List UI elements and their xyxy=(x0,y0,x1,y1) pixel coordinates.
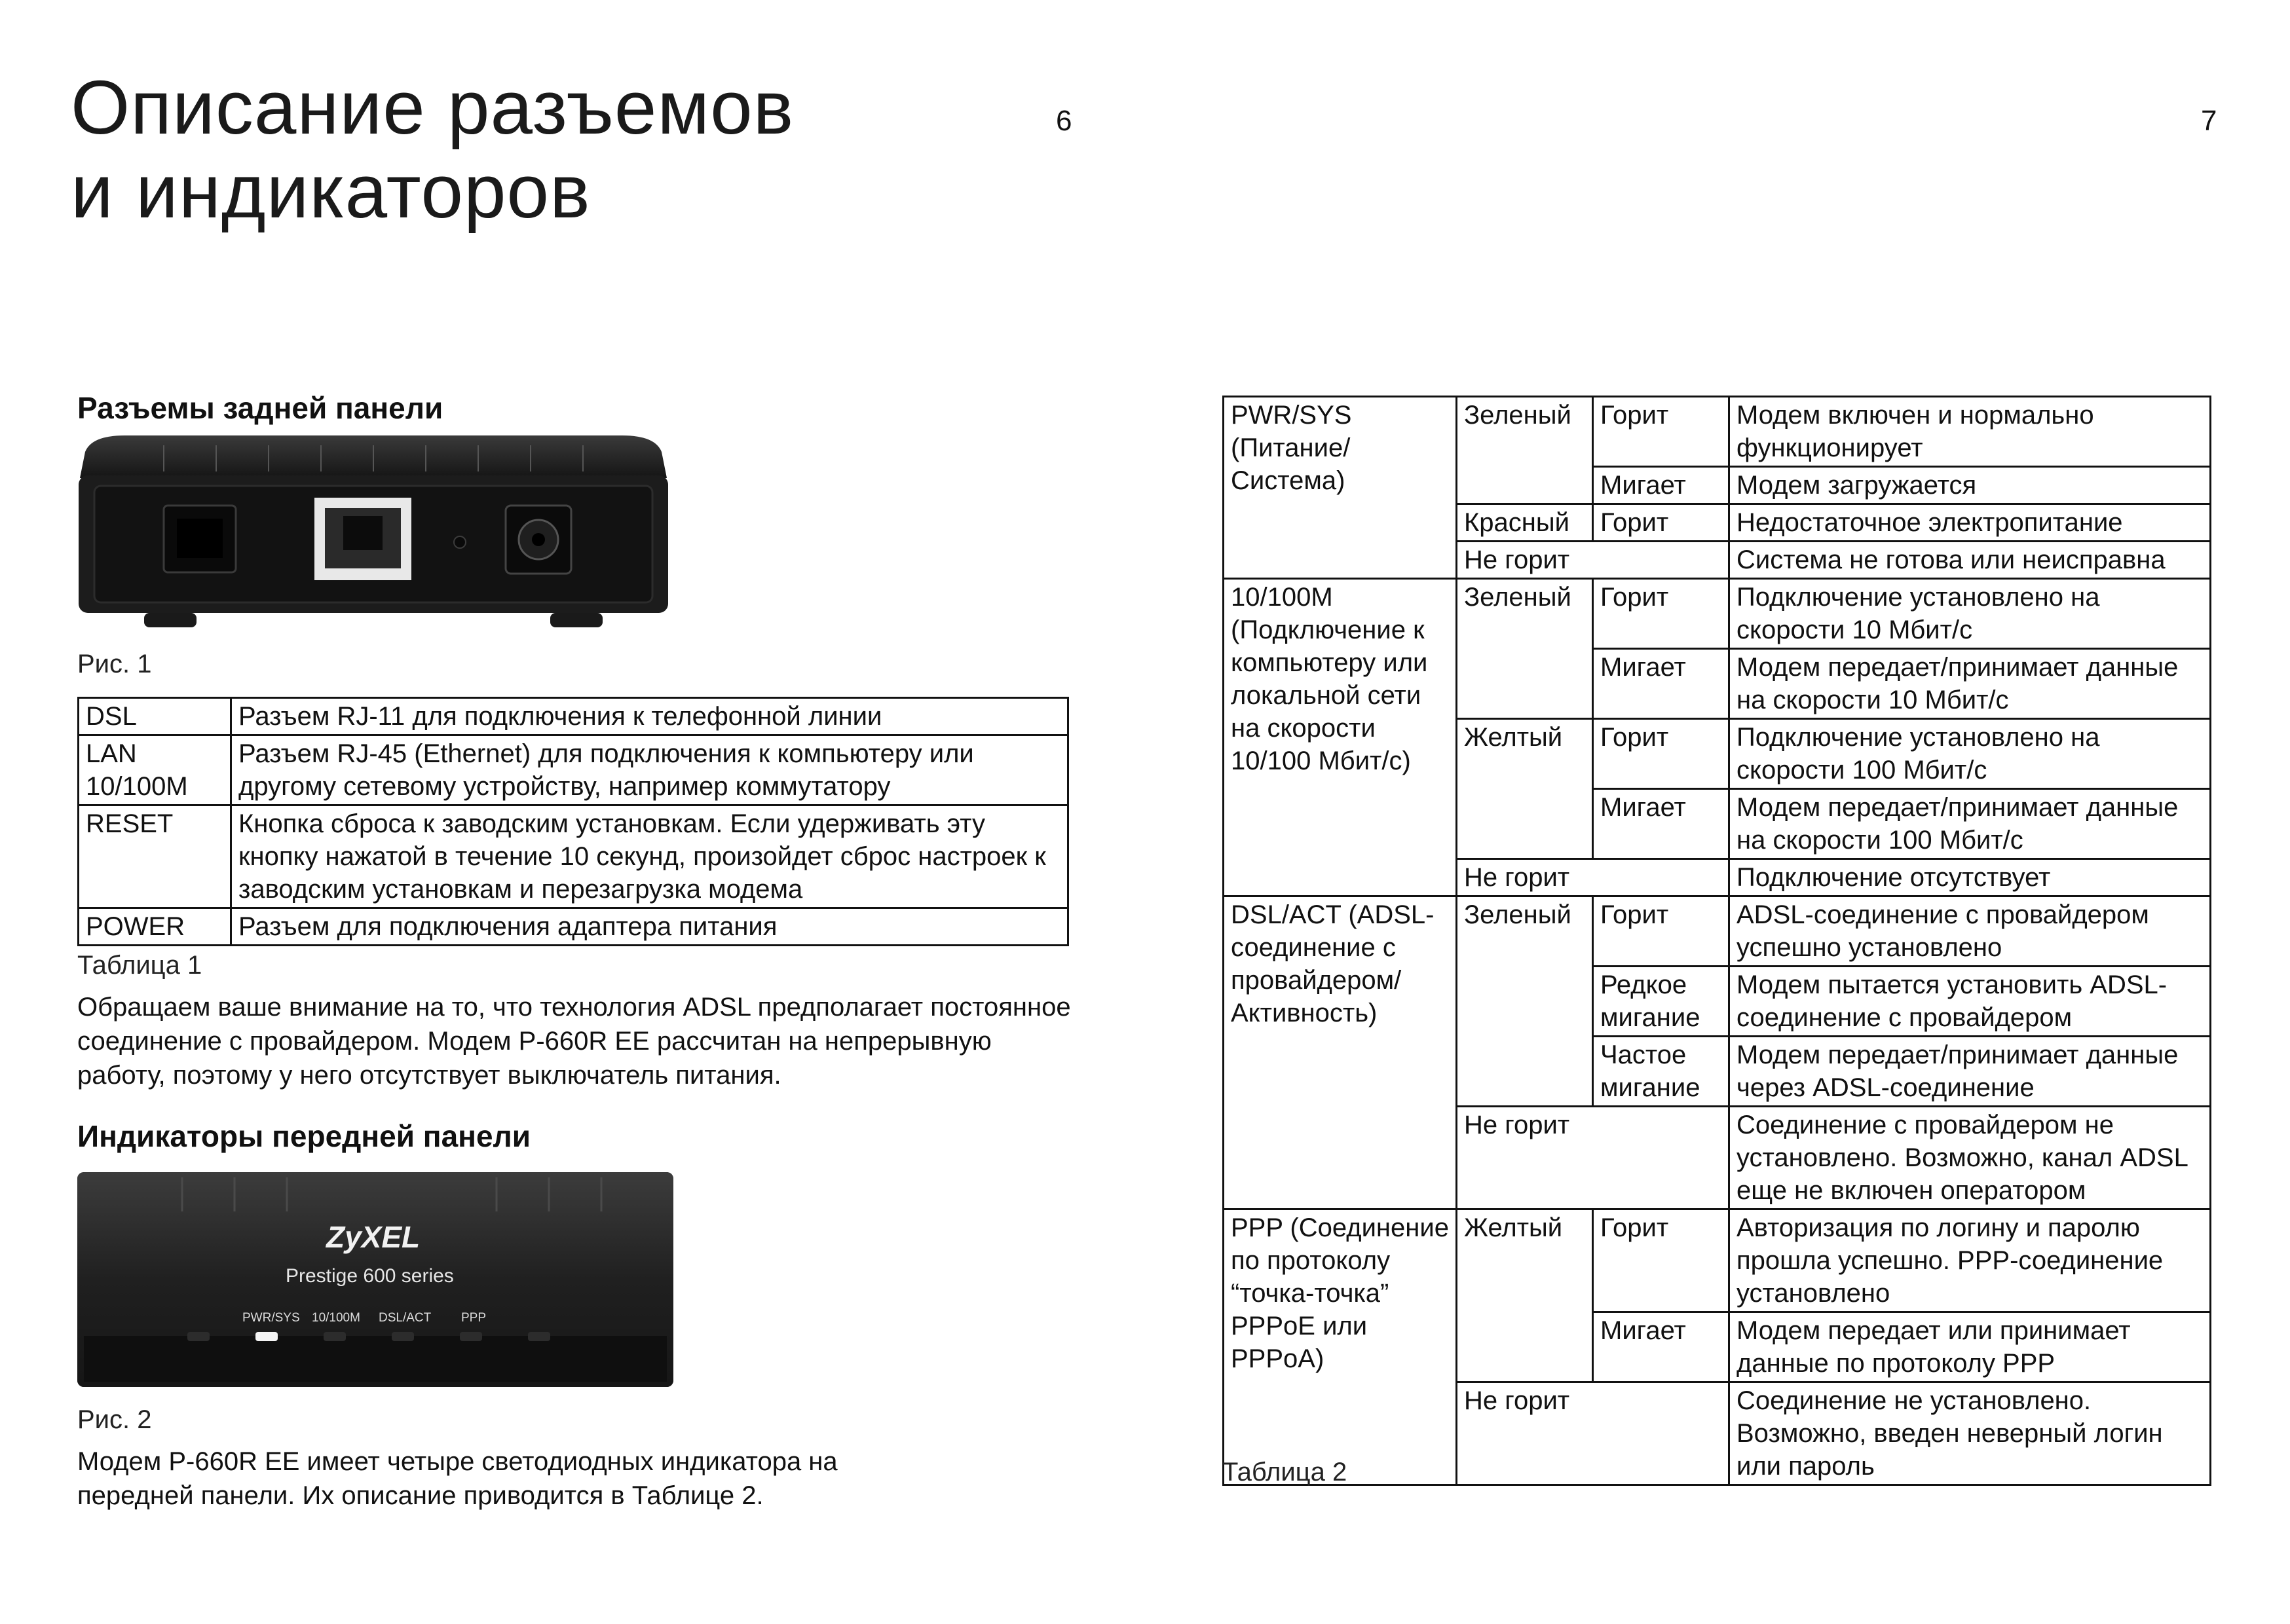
connector-desc: Разъем RJ-45 (Ethernet) для подключения к компьютеру или другому сетевому устройству, например коммутатору xyxy=(231,735,1068,805)
table1-caption: Таблица 1 xyxy=(77,951,202,980)
led-color: Желтый xyxy=(1457,1209,1593,1382)
led-meaning: ADSL-соединение с провайдером успешно установлено xyxy=(1729,896,2211,967)
indicator-table xyxy=(1222,396,2211,1486)
table-row xyxy=(1224,397,2211,467)
led-state: Мигает xyxy=(1593,789,1729,859)
rear-panel-heading: Разъемы задней панели xyxy=(77,391,443,425)
brand-logo: ZyXEL xyxy=(326,1220,421,1254)
indicator-name: PWR/SYS (Питание/ Система) xyxy=(1224,397,1457,579)
connector-name: POWER xyxy=(79,908,231,946)
rear-connectors-table xyxy=(77,697,1069,946)
led-color: Не горит xyxy=(1457,859,1729,896)
connector-desc: Разъем для подключения адаптера питания xyxy=(231,908,1068,946)
table-row xyxy=(1224,1209,2211,1312)
led-meaning: Модем передает/принимает данные через ADSL-соединение xyxy=(1729,1037,2211,1107)
table-row xyxy=(79,698,1068,735)
title-line-1: Описание разъемов xyxy=(71,65,795,150)
front-panel-photo xyxy=(77,1172,673,1387)
led-state: Горит xyxy=(1593,1209,1729,1312)
fig1-caption: Рис. 1 xyxy=(77,650,152,678)
indicator-name: DSL/ACT (ADSL-соединение с провайдером/ Активность) xyxy=(1224,896,1457,1209)
led-state: Мигает xyxy=(1593,1312,1729,1382)
led-state: Редкое мигание xyxy=(1593,967,1729,1037)
led-meaning: Недостаточное электропитание xyxy=(1729,504,2211,542)
connector-name: DSL xyxy=(79,698,231,735)
indicator-name: 10/100M (Подключение к компьютеру или локальной сети на скорости 10/100 Мбит/с) xyxy=(1224,579,1457,896)
led-label-ppp: PPP xyxy=(461,1311,487,1325)
led-meaning: Модем включен и нормально функционирует xyxy=(1729,397,2211,467)
connector-name: RESET xyxy=(79,805,231,908)
led-state: Горит xyxy=(1593,504,1729,542)
rear-panel-photo xyxy=(66,432,681,642)
led-state: Горит xyxy=(1593,397,1729,467)
led-state: Частое мигание xyxy=(1593,1037,1729,1107)
led-color: Не горит xyxy=(1457,542,1729,579)
title-line-2: и индикаторов xyxy=(71,149,591,234)
table-row xyxy=(79,805,1068,908)
led-label-lan: 10/100M xyxy=(312,1311,360,1325)
led-color: Не горит xyxy=(1457,1382,1729,1485)
fig2-caption: Рис. 2 xyxy=(77,1405,152,1434)
connector-desc: Разъем RJ-11 для подключения к телефонной линии xyxy=(231,698,1068,735)
led-meaning: Подключение установлено на скорости 100 Мбит/с xyxy=(1729,719,2211,789)
led-label-dsl: DSL/ACT xyxy=(379,1311,432,1325)
led-meaning: Соединение не установлено. Возможно, введен неверный логин или пароль xyxy=(1729,1382,2211,1485)
led-state: Горит xyxy=(1593,579,1729,649)
table-row xyxy=(1224,579,2211,649)
led-color: Зеленый xyxy=(1457,579,1593,719)
led-color: Зеленый xyxy=(1457,896,1593,1107)
front-panel-heading: Индикаторы передней панели xyxy=(77,1119,531,1153)
led-meaning: Соединение с провайдером не установлено. Возможно, канал ADSL еще не включен оператором xyxy=(1729,1107,2211,1209)
led-meaning: Модем передает/принимает данные на скорости 100 Мбит/с xyxy=(1729,789,2211,859)
led-state: Горит xyxy=(1593,719,1729,789)
page-number-right: 7 xyxy=(2201,105,2217,137)
led-meaning: Авторизация по логину и паролю прошла успешно. PPP-соединение установлено xyxy=(1729,1209,2211,1312)
led-color: Красный xyxy=(1457,504,1593,542)
table2-caption: Таблица 2 xyxy=(1222,1458,1347,1486)
rear-panel-illustration xyxy=(66,432,681,642)
led-color: Желтый xyxy=(1457,719,1593,859)
model-label: Prestige 600 series xyxy=(286,1265,454,1287)
page-title xyxy=(71,65,794,233)
led-color: Не горит xyxy=(1457,1107,1729,1209)
led-meaning: Система не готова или неисправна xyxy=(1729,542,2211,579)
led-label-pwr: PWR/SYS xyxy=(242,1311,300,1325)
led-state: Мигает xyxy=(1593,467,1729,504)
front-note: Модем P-660R EE имеет четыре светодиодных индикатора на передней панели. Их описание приводится в Таблице 2. xyxy=(77,1447,838,1510)
connector-desc: Кнопка сброса к заводским установкам. Если удерживать эту кнопку нажатой в течение 10 секунд, произойдет сброс настроек к заводским установкам и перезагрузка модема xyxy=(231,805,1068,908)
led-state: Мигает xyxy=(1593,649,1729,719)
led-meaning: Модем загружается xyxy=(1729,467,2211,504)
led-color: Зеленый xyxy=(1457,397,1593,504)
led-meaning: Подключение отсутствует xyxy=(1729,859,2211,896)
led-meaning: Модем передает/принимает данные на скорости 10 Мбит/с xyxy=(1729,649,2211,719)
led-meaning: Подключение установлено на скорости 10 Мбит/с xyxy=(1729,579,2211,649)
led-state: Горит xyxy=(1593,896,1729,967)
table-row xyxy=(79,908,1068,946)
rear-note: Обращаем ваше внимание на то, что технология ADSL предполагает постоянное соединение с провайдером. Модем P-660R EE рассчитан на непрерывную работу, поэтому у него отсутствует выключатель питания. xyxy=(77,993,1071,1090)
table-row xyxy=(1224,896,2211,967)
led-meaning: Модем передает или принимает данные по протоколу PPP xyxy=(1729,1312,2211,1382)
indicator-name: PPP (Соединение по протоколу “точка-точка” PPPoE или PPPoA) xyxy=(1224,1209,1457,1485)
page-number-left: 6 xyxy=(1056,105,1072,137)
connector-name: LAN 10/100M xyxy=(79,735,231,805)
table-row xyxy=(79,735,1068,805)
led-meaning: Модем пытается установить ADSL-соединение с провайдером xyxy=(1729,967,2211,1037)
